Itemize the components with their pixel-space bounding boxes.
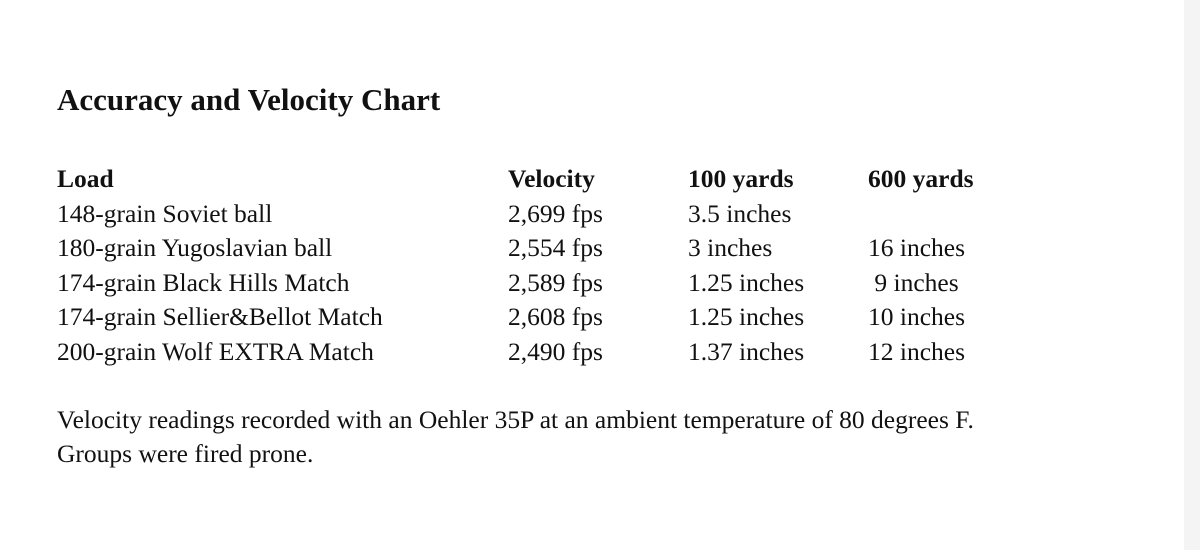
cell-load: 174-grain Sellier&Bellot Match: [57, 302, 383, 332]
cell-100-yards: 3 inches: [688, 233, 773, 263]
header-load: Load: [57, 164, 114, 193]
footnote-line-2: Groups were fired prone.: [57, 439, 314, 468]
cell-load: 148-grain Soviet ball: [57, 198, 273, 228]
table-header-row: [57, 162, 1028, 197]
cell-load: 200-grain Wolf EXTRA Match: [57, 336, 374, 366]
cell-velocity: 2,608 fps: [508, 302, 603, 332]
footnote: [57, 403, 1167, 471]
cell-velocity: 2,589 fps: [508, 267, 603, 297]
table-row: [57, 335, 1028, 370]
header-100-yards: 100 yards: [688, 164, 794, 193]
table-row: [57, 266, 1028, 301]
cell-velocity: 2,699 fps: [508, 198, 603, 228]
cell-velocity: 2,490 fps: [508, 336, 603, 366]
cell-600-yards: 10 inches: [868, 302, 966, 332]
cell-100-yards: 1.25 inches: [688, 267, 805, 297]
cell-600-yards: 12 inches: [868, 336, 966, 366]
cell-100-yards: 3.5 inches: [688, 198, 792, 228]
table-row: [57, 197, 1028, 232]
cell-load: 180-grain Yugoslavian ball: [57, 233, 333, 263]
cell-velocity: 2,554 fps: [508, 233, 603, 263]
cell-load: 174-grain Black Hills Match: [57, 267, 350, 297]
accuracy-velocity-table: [57, 162, 1028, 370]
footnote-line-1: Velocity readings recorded with an Oehler 35P at an ambient temperature of 80 degrees F.: [57, 405, 974, 434]
cell-600-yards: 16 inches: [868, 233, 966, 263]
page-margin-strip: [1184, 0, 1200, 550]
chart-title: Accuracy and Velocity Chart: [57, 82, 441, 117]
header-velocity: Velocity: [508, 164, 595, 193]
header-600-yards: 600 yards: [868, 164, 974, 193]
table-row: [57, 300, 1028, 335]
cell-600-yards: 9 inches: [868, 267, 959, 297]
table-row: [57, 231, 1028, 266]
cell-100-yards: 1.37 inches: [688, 336, 805, 366]
cell-600-yards: [868, 197, 1028, 232]
cell-100-yards: 1.25 inches: [688, 302, 805, 332]
